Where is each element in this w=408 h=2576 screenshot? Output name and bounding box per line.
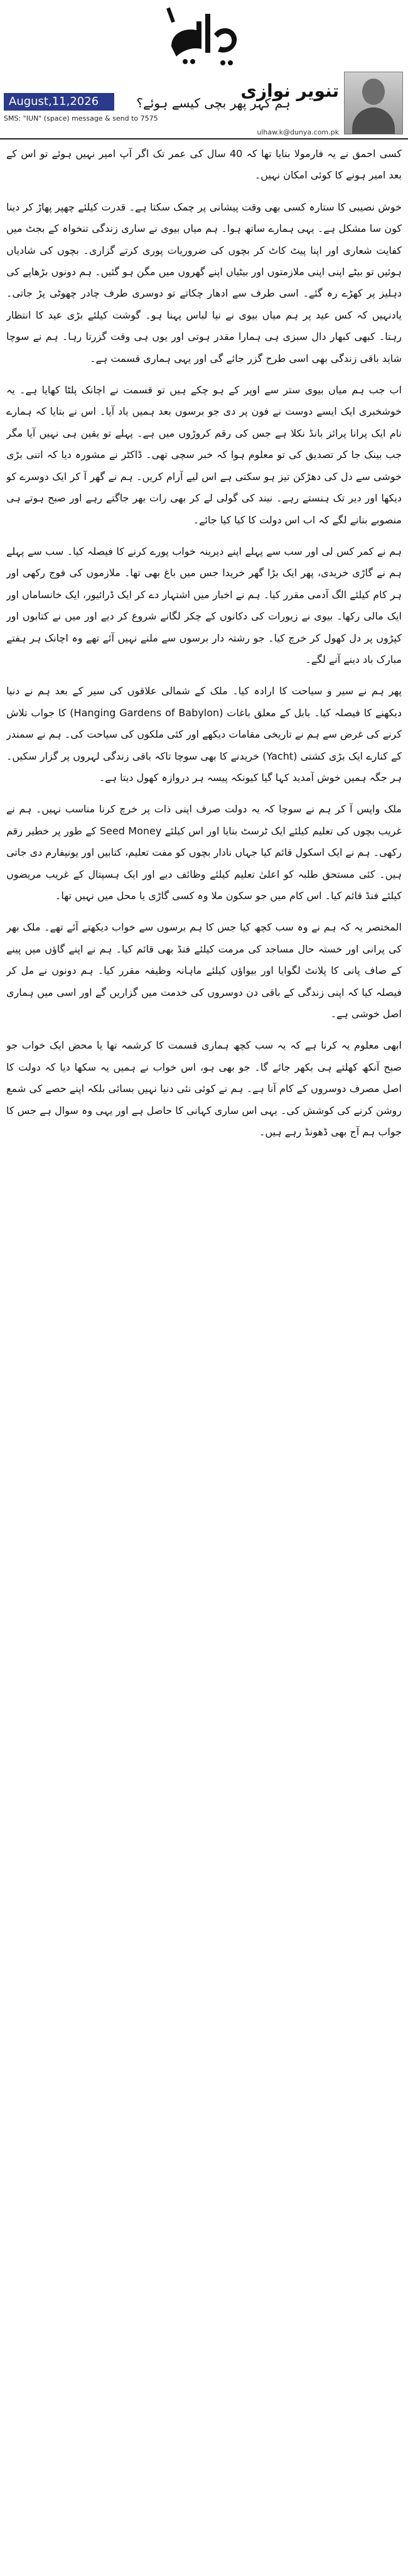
author-email: ulhaw.k@dunya.com.pk: [257, 128, 339, 136]
column-header: [0, 70, 408, 139]
publish-date: August,11,2026: [4, 93, 114, 111]
paragraph: المختصر یہ کہ ہم نے وہ سب کچھ کیا جس کا ہم برسوں سے خواب دیکھتے آئے تھے۔ ملک بھر کی پرانی اور خستہ حال مساجد کی مرمت کیلئے فنڈ بھی قائم کیا۔ ہم نے اپنے گاؤں میں پینے کے صاف پانی کا پلانٹ لگوایا اور بیواؤں کیلئے ماہانہ وظیفہ مقرر کیا۔ ہم دونوں نے مل کر فیصلہ کیا کہ اپنی زندگی کے باقی دن دوسروں کی خدمت میں گزاریں گے اور اسی میں ہماری اصل خوشی ہے۔: [6, 921, 402, 1020]
author-photo: [344, 72, 403, 134]
column-title: ہم کہر پھر بچی کیسے ہوئے؟: [136, 96, 291, 111]
paragraph: ابھی معلوم یہ کرنا ہے کہ یہ سب کچھ ہماری قسمت کا کرشمہ تھا یا محض ایک خواب جو صبح آنکھ کھلتے ہی بکھر جائے گا۔ جو بھی ہو، اس خواب نے ہمیں یہ سکھا دیا کہ دولت کا اصل مصرف دوسروں کے کام آنا ہے۔ ہم نے کوئی نئی دنیا نہیں بسائی بلکہ اپنے حصے کی شمع روشن کرنے کی کوشش کی۔ یہی اس ساری کہانی کا حاصل ہے اور یہی وہ سوال ہے جس کا جواب ہم آج بھی ڈھونڈ رہے ہیں۔: [6, 1039, 402, 1138]
author-photo-head: [362, 79, 385, 105]
paragraph: ہم نے کمر کس لی اور سب سے پہلے اپنے دیرینہ خواب پورے کرنے کا فیصلہ کیا۔ سب سے پہلے ہم نے گاڑی خریدی، پھر ایک بڑا گھر خریدا جس میں باغ بھی تھا۔ ملازموں کی فوج رکھی اور ہر کام کیلئے الگ آدمی مقرر کیا۔ ہم نے اخبار میں اشتہار دے کر ایک ڈرائیور، ایک خانساماں اور ایک مالی رکھا۔ بیوی نے زیورات کی دکانوں کے چکر لگانے شروع کر دیے اور میں نے کتابوں اور کپڑوں پر دل کھول کر خرچ کیا۔ جو رشتہ دار برسوں سے ملنے نہیں آئے تھے وہ اچانک ہر ہفتے مبارک باد دینے آنے لگے۔: [6, 545, 402, 665]
paragraph: کسی احمق نے یہ فارمولا بنایا تھا کہ 40 سال کی عمر تک اگر آپ امیر نہیں ہوئے تو اس کے بعد امیر ہونے کا کوئی امکان نہیں۔: [6, 148, 402, 182]
paragraph: ملک واپس آ کر ہم نے سوچا کہ یہ دولت صرف اپنی ذات پر خرچ کرنا مناسب نہیں۔ ہم نے غریب بچوں کی تعلیم کیلئے ایک ٹرسٹ بنایا اور اس کیلئے Seed Money کے طور پر خطیر رقم رکھی۔ ہم نے ایک اسکول قائم کیا جہاں نادار بچوں کو مفت تعلیم، کتابیں اور یونیفارم دی جاتی ہیں۔ کئی مستحق طلبہ کو اعلیٰ تعلیم کیلئے وظائف دیے اور ایک ہسپتال کے غریب مریضوں کیلئے فنڈ قائم کیا۔ اس کام میں جو سکون ملا وہ کسی گاڑی یا محل میں نہیں تھا۔: [6, 803, 402, 902]
paragraph: خوش نصیبی کا ستارہ کسی بھی وقت پیشانی پر چمک سکتا ہے۔ قدرت کیلئے چھپر پھاڑ کر دینا کون سا مشکل ہے۔ یہی ہمارے ساتھ ہوا۔ ہم میاں بیوی نے ساری زندگی تنخواہ کے بجٹ میں کفایت شعاری اور اپنا پیٹ کاٹ کر بچوں کی ضروریات پوری کرتے گزاری۔ بچوں کی شادیاں ہوئیں تو بیٹے اپنی اپنی ملازمتوں اور بیٹیاں اپنے گھروں میں مگن ہو گئیں۔ ہم دونوں بڑھاپے کی دہلیز پر کھڑے رہ گئے۔ اسی طرف سے ادھار چکاتے تو دوسری طرف چادر چھوٹی پڑ جاتی۔ یادنہیں کہ کس عید پر ہم میاں بیوی نے نیا لباس پہنا ہو۔ گوشت کیلئے بڑی عید کا انتظار رہتا۔ کبھی کبھار دال سبزی ہی ہمارا مقدر ہوتی اور یوں ہی وقت گزرتا رہا۔ ہم نے سوچا شاید باقی زندگی بھی اسی طرح گزر جائے گی اور یہی ہماری قسمت ہے۔: [6, 200, 402, 364]
masthead: [0, 0, 408, 69]
header-divider: [0, 138, 408, 139]
article-body: [6, 143, 402, 2568]
author-photo-body: [352, 107, 395, 134]
sms-instructions: SMS: "IUN" (space) message & send to 7575: [4, 114, 158, 123]
paragraph: اب جب ہم میاں بیوی ستر سے اوپر کے ہو چکے ہیں تو قسمت نے اچانک پلٹا کھایا ہے۔ یہ خوشخبری ایک ایسے دوست نے فون پر دی جو برسوں بعد ہمیں یاد آیا۔ اس نے بتایا کہ ہمارے نام ایک پرانا پرائز بانڈ نکلا ہے جس کی رقم کروڑوں میں ہے۔ پہلے تو یقین ہی نہیں آیا مگر جب بینک جا کر تصدیق کی تو معلوم ہوا کہ خبر سچی تھی۔ ڈاکٹر نے مشورہ دیا کہ اتنی بڑی خوشی سے دل کی دھڑکن تیز ہو سکتی ہے اس لیے آرام کریں۔ ہم نے گھر آ کر ایک دوسرے کو دیکھا اور دیر تک ہنستے رہے۔ نیند کی گولی لے کر بھی رات بھر جاگتے رہے اور صبح ہوتے ہی منصوبے بنانے لگے کہ اب اس دولت کا کیا کیا جائے۔: [6, 384, 402, 526]
paragraph: پھر ہم نے سیر و سیاحت کا ارادہ کیا۔ ملک کے شمالی علاقوں کی سیر کے بعد ہم نے دنیا دیکھنے کا فیصلہ کیا۔ بابل کے معلق باغات (Hanging Gardens of Babylon) کا جواب تلاش کرنے کی غرض سے ہم نے تاریخی مقامات دیکھے اور کئی ملکوں کی سیاحت کی۔ ہم نے سمندر کے کنارے ایک بڑی کشتی (Yacht) خریدنے کا بھی سوچا تاکہ باقی زندگی لہروں پر گزار سکیں۔ ہر جگہ ہمیں خوش آمدید کہا گیا کیونکہ پیسہ ہر دروازہ کھول دیتا ہے۔: [6, 685, 402, 783]
author-name: تنویر نوازی: [240, 80, 339, 101]
dunya-logo: [160, 3, 248, 68]
